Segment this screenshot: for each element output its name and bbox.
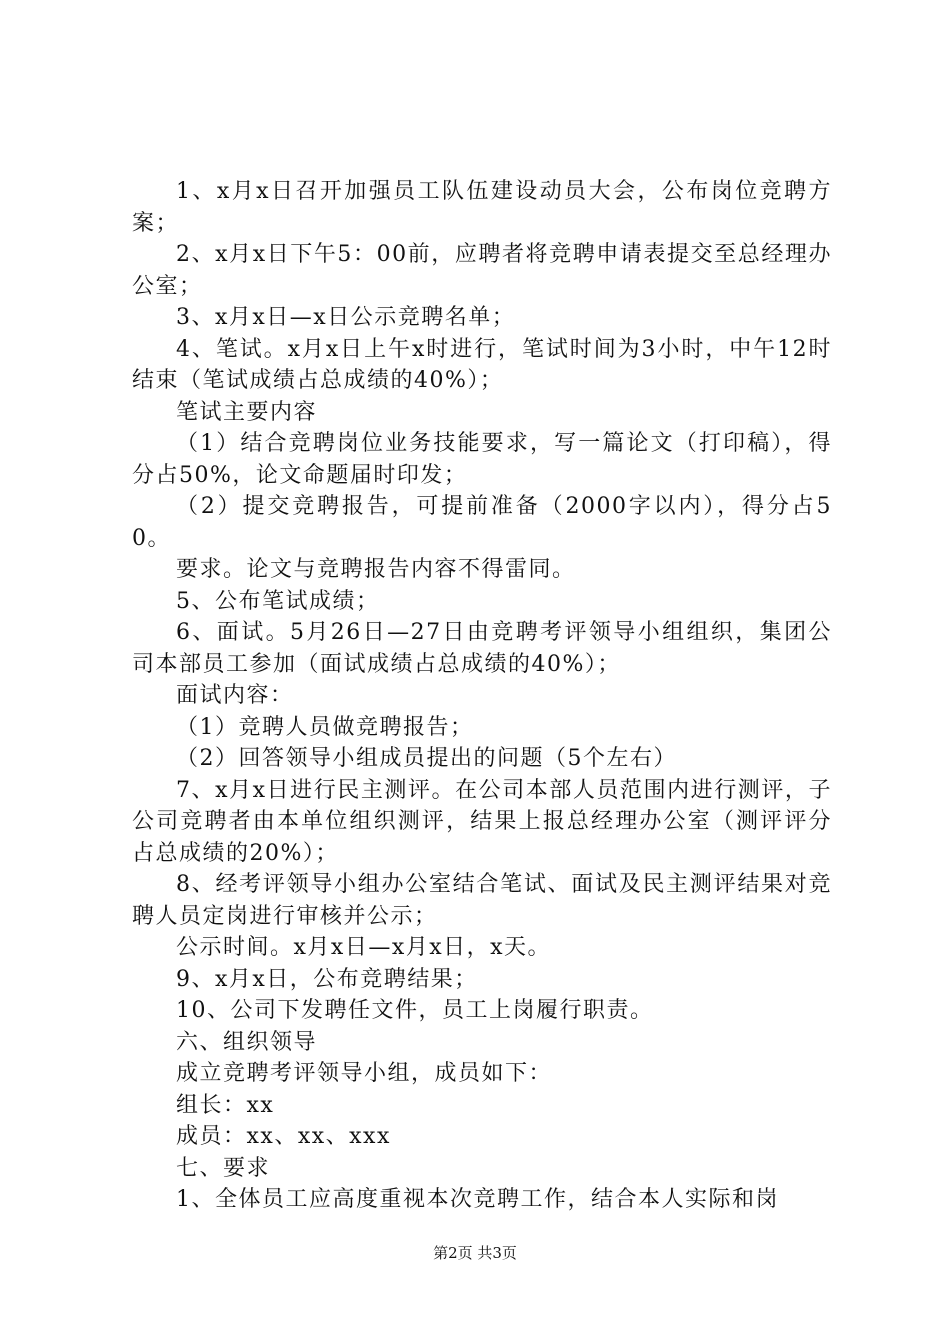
- paragraph: 10、公司下发聘任文件，员工上岗履行职责。: [176, 998, 654, 1023]
- paragraph: 1、x月x日召开加强员工队伍建设动员大会，公布岗位竞聘方案；: [132, 179, 832, 236]
- paragraph: 面试内容：: [176, 683, 294, 708]
- paragraph: 4、笔试。x月x日上午x时进行，笔试时间为3小时，中午12时结束（笔试成绩占总成绩的40%）；: [132, 336, 832, 393]
- paragraph: 2、x月x日下午5：00前，应聘者将竞聘申请表提交至总经理办公室；: [132, 242, 832, 299]
- paragraph: 组长：xx: [176, 1092, 275, 1118]
- document-body: [132, 176, 832, 1216]
- page-number-label: 第2页 共3页: [433, 1244, 517, 1262]
- section-heading: 七、要求: [176, 1155, 271, 1181]
- paragraph: 3、x月x日—x日公示竞聘名单；: [176, 305, 516, 330]
- paragraph: （1）结合竞聘岗位业务技能要求，写一篇论文（打印稿），得分占50%，论文命题届时印发；: [132, 431, 832, 488]
- paragraph: 9、x月x日，公布竞聘结果；: [176, 966, 478, 992]
- paragraph: 7、x月x日进行民主测评。在公司本部人员范围内进行测评，子公司竞聘者由本单位组织测评，结果上报总经理办公室（测评评分占总成绩的20%）；: [132, 777, 832, 866]
- paragraph: 8、经考评领导小组办公室结合笔试、面试及民主测评结果对竞聘人员定岗进行审核并公示；: [132, 872, 832, 929]
- paragraph: 6、面试。5月26日—27日由竞聘考评领导小组组织，集团公司本部员工参加（面试成绩占总成绩的40%）；: [132, 620, 832, 677]
- page-footer: [0, 1242, 950, 1263]
- paragraph: 成员：xx、xx、xxx: [176, 1124, 391, 1149]
- paragraph: 成立竞聘考评领导小组，成员如下：: [176, 1061, 553, 1086]
- paragraph: 5、公布笔试成绩；: [176, 588, 380, 614]
- paragraph: （1）竞聘人员做竞聘报告；: [176, 714, 474, 740]
- paragraph: 1、全体员工应高度重视本次竞聘工作，结合本人实际和岗: [176, 1187, 779, 1212]
- paragraph: 笔试主要内容: [176, 399, 318, 425]
- paragraph: （2）提交竞聘报告，可提前准备（2000字以内），得分占50。: [132, 494, 832, 551]
- section-heading: 六、组织领导: [176, 1029, 318, 1055]
- paragraph: 公示时间。x月x日—x月x日，x天。: [176, 935, 552, 960]
- paragraph: （2）回答领导小组成员提出的问题（5个左右）: [176, 746, 677, 771]
- paragraph: 要求。论文与竞聘报告内容不得雷同。: [176, 557, 576, 582]
